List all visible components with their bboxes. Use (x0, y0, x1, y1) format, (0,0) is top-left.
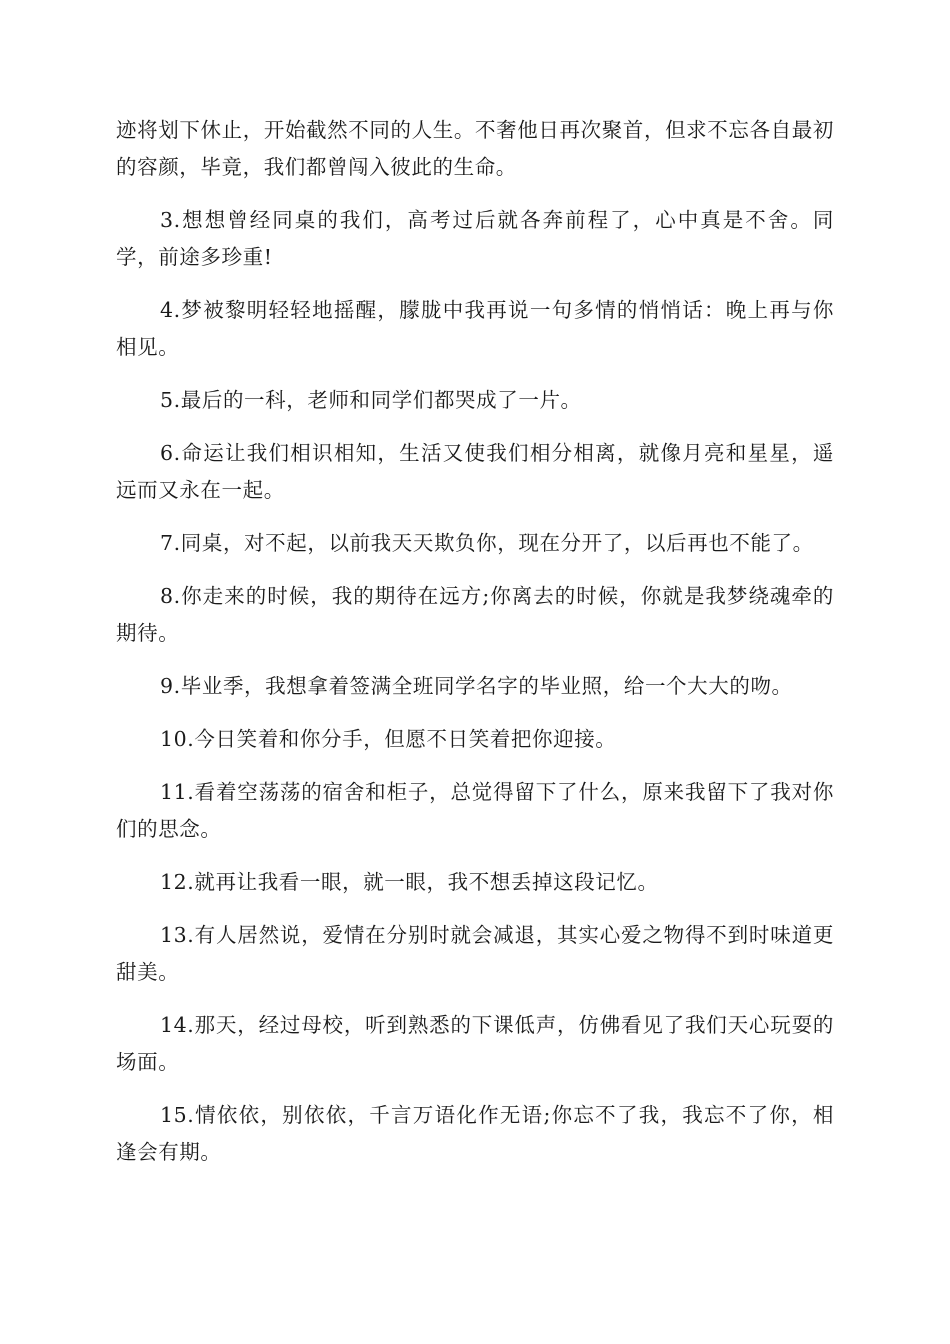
paragraph-item-3: 3.想想曾经同桌的我们，高考过后就各奔前程了，心中真是不舍。同学，前途多珍重! (116, 208, 834, 269)
paragraph-item-13: 13.有人居然说，爱情在分别时就会减退，其实心爱之物得不到时味道更甜美。 (116, 923, 834, 984)
document-body (116, 112, 834, 1187)
paragraph-continuation: 迹将划下休止，开始截然不同的人生。不奢他日再次聚首，但求不忘各自最初的容颜，毕竟，我们都曾闯入彼此的生命。 (116, 118, 834, 179)
paragraph-item-12: 12.就再让我看一眼，就一眼，我不想丢掉这段记忆。 (160, 870, 659, 894)
paragraph-item-4: 4.梦被黎明轻轻地摇醒，朦胧中我再说一句多情的悄悄话：晚上再与你相见。 (116, 298, 834, 359)
paragraph-item-8: 8.你走来的时候，我的期待在远方;你离去的时候，你就是我梦绕魂牵的期待。 (116, 584, 834, 645)
paragraph-item-5: 5.最后的一科，老师和同学们都哭成了一片。 (160, 388, 582, 412)
paragraph-item-9: 9.毕业季，我想拿着签满全班同学名字的毕业照，给一个大大的吻。 (160, 674, 793, 698)
paragraph-item-6: 6.命运让我们相识相知，生活又使我们相分相离，就像月亮和星星，遥远而又永在一起。 (116, 441, 834, 502)
paragraph-item-11: 11.看着空荡荡的宿舍和柜子，总觉得留下了什么，原来我留下了我对你们的思念。 (116, 780, 834, 841)
paragraph-item-7: 7.同桌，对不起，以前我天天欺负你，现在分开了，以后再也不能了。 (160, 531, 814, 555)
paragraph-item-15: 15.情依依，别依依，千言万语化作无语;你忘不了我，我忘不了你，相逢会有期。 (116, 1103, 834, 1164)
paragraph-item-10: 10.今日笑着和你分手，但愿不日笑着把你迎接。 (160, 727, 617, 751)
paragraph-item-14: 14.那天，经过母校，听到熟悉的下课低声，仿佛看见了我们天心玩耍的场面。 (116, 1013, 834, 1074)
